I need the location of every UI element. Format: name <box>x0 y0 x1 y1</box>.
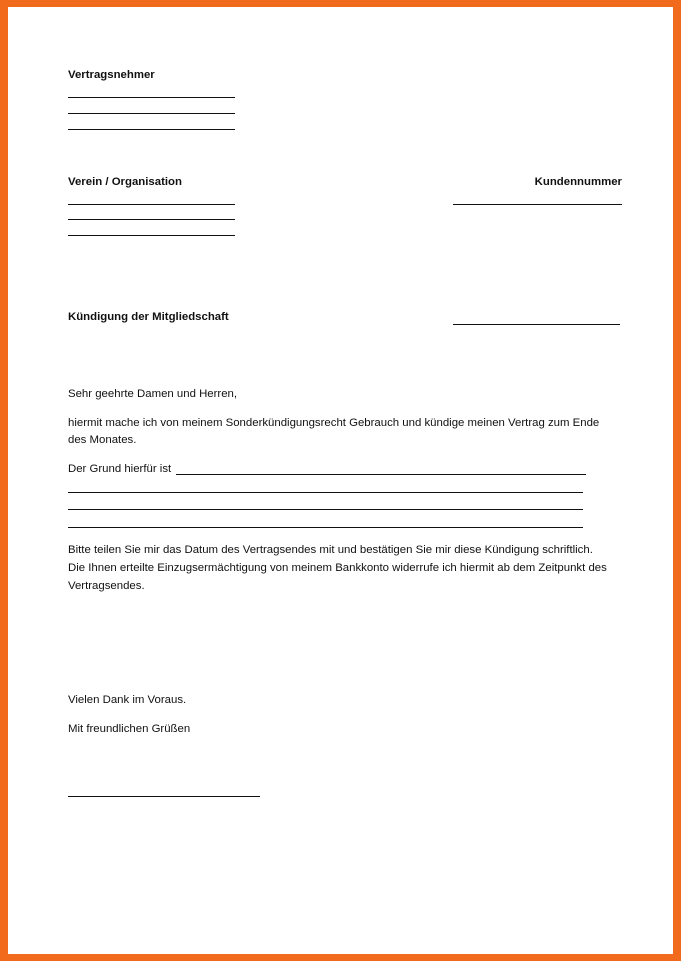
reason-field-line-3[interactable] <box>68 509 583 510</box>
closing-thanks: Vielen Dank im Voraus. <box>68 694 187 706</box>
organization-field-line-2[interactable] <box>68 219 235 220</box>
customer-number-label: Kundennummer <box>534 176 622 188</box>
organization-field-line-1[interactable] <box>68 204 235 205</box>
reason-field-line-4[interactable] <box>68 527 583 528</box>
salutation: Sehr geehrte Damen und Herren, <box>68 388 238 400</box>
organization-label: Verein / Organisation <box>68 176 182 188</box>
contractor-field-line-1[interactable] <box>68 97 235 98</box>
contractor-field-line-3[interactable] <box>68 129 235 130</box>
reason-label: Der Grund hierfür ist <box>68 463 172 475</box>
contractor-field-line-2[interactable] <box>68 113 235 114</box>
contractor-label: Vertragsnehmer <box>68 69 155 81</box>
reason-field-line-2[interactable] <box>68 492 583 493</box>
closing-regards: Mit freundlichen Grüßen <box>68 723 191 735</box>
signature-line[interactable] <box>68 796 260 797</box>
date-field[interactable] <box>453 324 620 325</box>
subject-line: Kündigung der Mitgliedschaft <box>68 311 229 323</box>
request-line-2: Die Ihnen erteilte Einzugsermächtigung von meinem Bankkonto widerrufe ich hiermit ab dem Zeitpunkt des <box>68 562 607 574</box>
organization-field-line-3[interactable] <box>68 235 235 236</box>
request-line-1: Bitte teilen Sie mir das Datum des Vertragsendes mit und bestätigen Sie mir diese Kündigung schriftlich. <box>68 544 593 556</box>
request-line-3: Vertragsendes. <box>68 580 145 592</box>
customer-number-field[interactable] <box>453 204 622 205</box>
reason-field-line-1[interactable] <box>176 474 586 475</box>
letter-page <box>8 7 673 954</box>
body-line-1: hiermit mache ich von meinem Sonderkündigungsrecht Gebrauch und kündige meinen Vertrag zum Ende <box>68 417 600 429</box>
body-line-2: des Monates. <box>68 434 137 446</box>
